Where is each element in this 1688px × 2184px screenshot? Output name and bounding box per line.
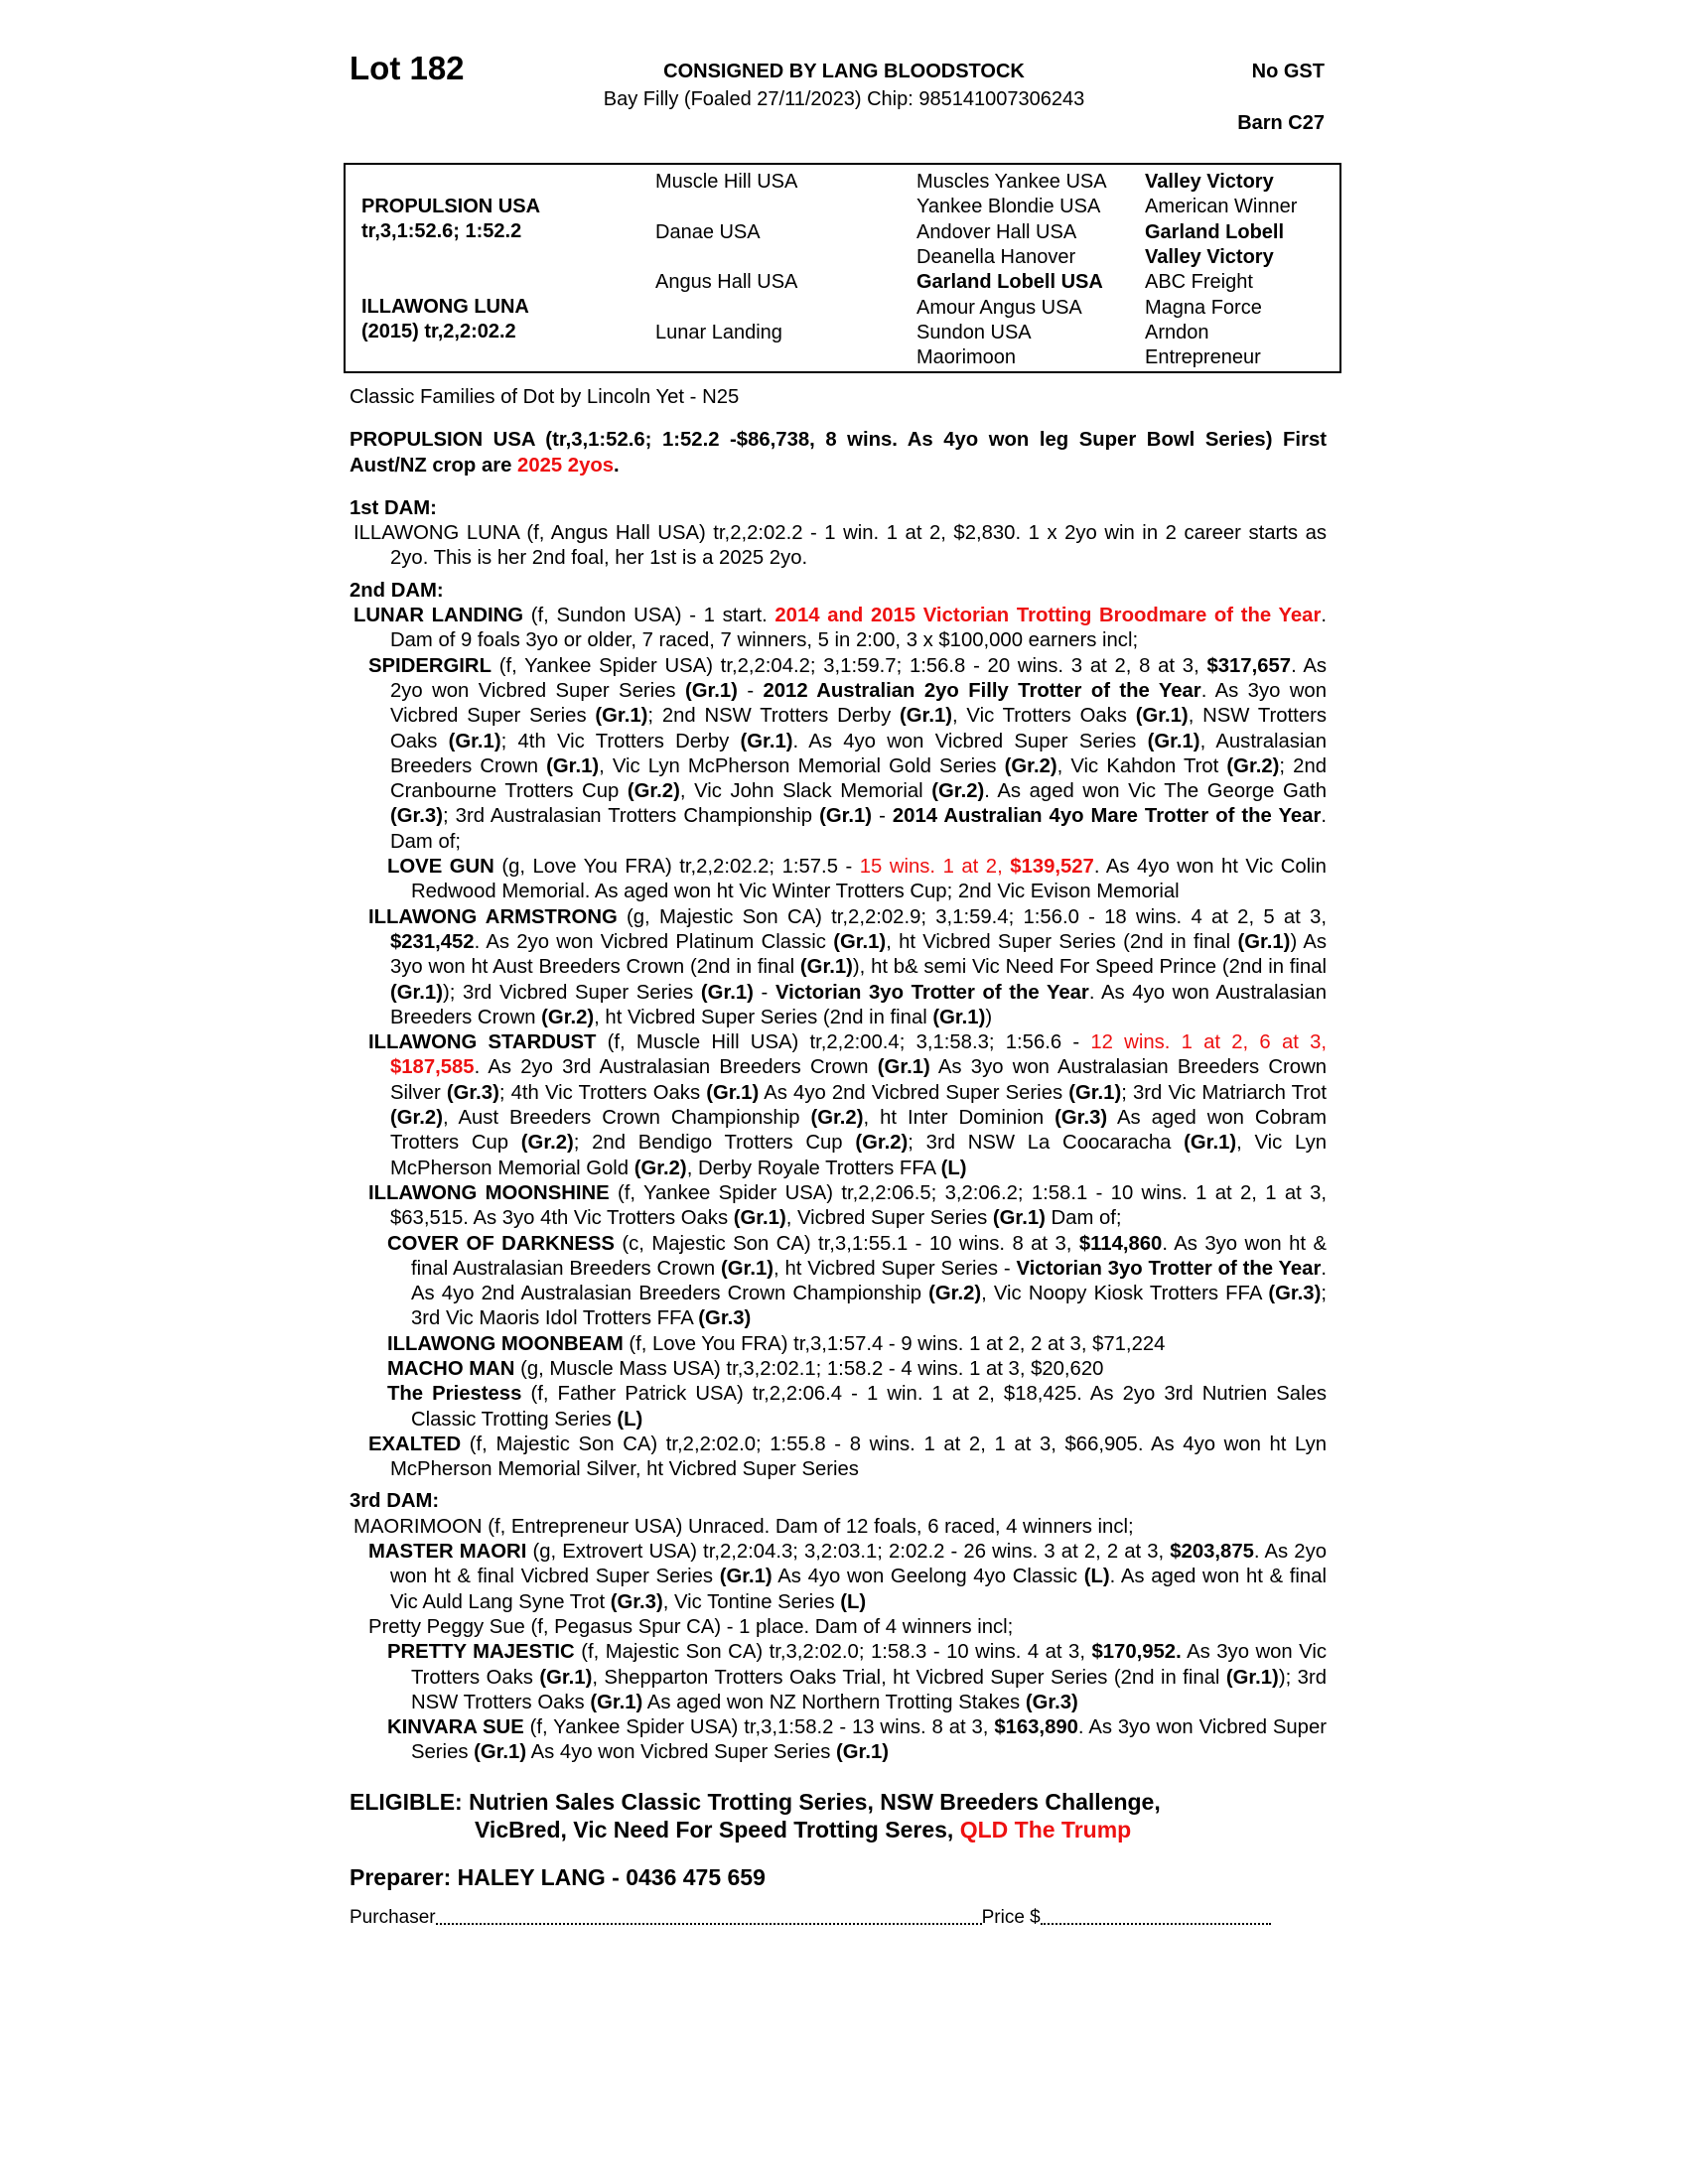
text-run: 2025 2yos xyxy=(517,454,615,477)
pedigree-grandparent: Angus Hall USA xyxy=(655,271,798,294)
text-run: PROPULSION USA (tr,3,1:52.6; 1:52.2 -$86,738, 8 wins. As 4yo won leg Super Bowl Series) First Aust/NZ crop are xyxy=(350,429,1327,477)
text-run: PRETTY MAJESTIC xyxy=(387,1641,575,1664)
progeny-entry xyxy=(350,1433,1327,1483)
text-run: (Gr.3) xyxy=(610,1590,663,1613)
text-run: . xyxy=(614,454,620,477)
text-run: (Gr.2) xyxy=(855,1132,909,1155)
text-run: - xyxy=(872,805,893,828)
sire-name: PROPULSION USA xyxy=(361,196,541,217)
text-run: (Gr.2) xyxy=(633,1157,687,1179)
text-run: (Gr.3) xyxy=(446,1081,499,1104)
text-run: , Derby Royale Trotters FFA xyxy=(686,1157,941,1179)
purchase-line xyxy=(350,1905,1283,1930)
text-run: As aged won NZ Northern Trotting Stakes xyxy=(642,1691,1026,1713)
text-run: $203,875 xyxy=(1170,1541,1254,1564)
text-run: (Gr.3) xyxy=(1268,1283,1322,1305)
text-run: (Gr.3) xyxy=(1055,1107,1108,1130)
text-run: (L) xyxy=(940,1157,967,1179)
text-run: , Vic Tontine Series xyxy=(662,1590,841,1613)
text-run: (L) xyxy=(1083,1566,1110,1588)
text-run: , ht Vicbred Super Series (2nd in final xyxy=(886,930,1238,953)
text-run: (Gr.1) xyxy=(1184,1132,1237,1155)
text-run: (f, Majestic Son CA) tr,3,2:02.0; 1:58.3 - 10 wins. 4 at 3, xyxy=(574,1641,1092,1664)
pedigree-great-great-grandparent: Garland Lobell xyxy=(1145,220,1285,243)
text-run: ; 3rd Australasian Trotters Championship xyxy=(442,805,820,828)
text-run: ; 4th Vic Trotters Oaks xyxy=(498,1081,707,1104)
text-run: (f, Majestic Son CA) tr,2,2:02.0; 1:55.8 - 8 wins. 1 at 2, 1 at 3, $66,905. As 4yo won ht Lyn McPherson Memorial Silver, ht Vicbred Super Series xyxy=(390,1433,1327,1481)
text-run: (Gr.3) xyxy=(390,805,443,828)
text-run: (g, Muscle Mass USA) tr,3,2:02.1; 1:58.2 - 4 wins. 1 at 3, $20,620 xyxy=(514,1357,1104,1380)
lot-number: Lot 182 xyxy=(350,50,465,86)
dam-record: (2015) tr,2,2:02.2 xyxy=(361,321,516,342)
text-run: ILLAWONG ARMSTRONG xyxy=(368,905,618,928)
text-run: , ht Vicbred Super Series - xyxy=(774,1257,1017,1280)
text-run: (Gr.1) xyxy=(595,705,648,728)
price-field[interactable] xyxy=(1041,1923,1271,1925)
pedigree-table xyxy=(344,163,1341,373)
text-run: (f, Yankee Spider USA) tr,2,2:06.5; 3,2:06.2; 1:58.1 - 10 wins. 1 at 2, 1 at 3, $63,515. As 3yo 4th Vic Trotters Oaks xyxy=(390,1181,1327,1230)
text-run: , Australasian Breeders Crown xyxy=(390,730,1327,777)
text-run: . Dam of 9 foals 3yo or older, 7 raced, 7 winners, 5 in 2:00, 3 x $100,000 earners incl; xyxy=(390,605,1327,652)
text-run: , Vic Trotters Oaks xyxy=(952,705,1136,728)
text-run: . As 3yo won Vicbred Super Series xyxy=(411,1716,1327,1764)
progeny-entry xyxy=(350,855,1327,905)
text-run: (Gr.1) xyxy=(539,1666,593,1689)
progeny-entry xyxy=(350,1030,1327,1181)
text-run: EXALTED xyxy=(368,1433,462,1455)
text-run: (Gr.2) xyxy=(390,1107,443,1130)
text-run: , Shepparton Trotters Oaks Trial, ht Vicbred Super Series (2nd in final xyxy=(592,1666,1226,1689)
pedigree-grandparent: Muscle Hill USA xyxy=(655,171,798,193)
text-run: (Gr.2) xyxy=(541,1006,595,1028)
text-run: $114,860 xyxy=(1078,1232,1163,1255)
text-run: (Gr.2) xyxy=(520,1132,574,1155)
pedigree-great-grandparent: Maorimoon xyxy=(916,346,1017,369)
progeny-entry xyxy=(350,1357,1327,1382)
pedigree-great-great-grandparent: American Winner xyxy=(1145,196,1298,218)
text-run: (Gr.1) xyxy=(390,981,443,1004)
text-run: . As aged won ht & final Vic Auld Lang Syne Trot xyxy=(390,1566,1327,1613)
text-run: ; 2nd Cranbourne Trotters Cup xyxy=(390,754,1327,803)
progeny-entry xyxy=(350,654,1327,855)
text-run: ; 2nd NSW Trotters Derby xyxy=(647,705,901,728)
text-run: (g, Love You FRA) tr,2,2:02.2; 1:57.5 - xyxy=(493,856,860,879)
text-run: - xyxy=(753,981,775,1004)
text-run: (Gr.1) xyxy=(700,981,754,1004)
text-run: (Gr.1) xyxy=(1135,705,1189,728)
text-run: (Gr.2) xyxy=(931,780,985,803)
progeny-entry xyxy=(350,1232,1327,1332)
text-run: ILLAWONG LUNA (f, Angus Hall USA) tr,2,2:02.2 - 1 win. 1 at 2, $2,830. 1 x 2yo win in 2 career starts as 2yo. This is her 2nd foal, her 1st is a 2025 2yo. xyxy=(353,522,1327,570)
text-run: (Gr.1) xyxy=(721,1257,774,1280)
text-run: LOVE GUN xyxy=(387,856,494,879)
text-run: , Vic Lyn McPherson Memorial Gold Series xyxy=(599,754,1005,777)
text-run: (Gr.1) xyxy=(706,1081,760,1104)
text-run: (Gr.1) xyxy=(448,730,501,752)
purchaser-field[interactable] xyxy=(436,1923,982,1925)
text-run: MAORIMOON (f, Entrepreneur USA) Unraced. Dam of 12 foals, 6 raced, 4 winners incl; xyxy=(353,1515,1134,1538)
pedigree-great-grandparent: Sundon USA xyxy=(916,321,1032,343)
text-run: - xyxy=(737,679,764,702)
horse-description: Bay Filly (Foaled 27/11/2023) Chip: 985141007306243 xyxy=(603,88,1085,110)
text-run: (Gr.2) xyxy=(1226,754,1280,777)
progeny-entry xyxy=(350,1640,1327,1715)
dam-sections xyxy=(350,496,1327,1766)
purchaser-label: Purchaser xyxy=(350,1906,436,1928)
text-run: 2014 and 2015 Victorian Trotting Broodmare of the Year xyxy=(774,605,1322,627)
text-run: As aged won Cobram Trotters Cup xyxy=(390,1107,1328,1155)
text-run: Victorian 3yo Trotter of the Year xyxy=(774,981,1089,1004)
text-run: KINVARA SUE xyxy=(387,1716,524,1739)
progeny-entry xyxy=(350,905,1327,1030)
text-run: (Gr.1) xyxy=(684,679,738,702)
text-run: 15 wins. 1 at 2, xyxy=(859,856,1011,879)
preparer: Preparer: HALEY LANG - 0436 475 659 xyxy=(350,1863,766,1890)
text-run: . As 2yo won Vicbred Super Series xyxy=(390,654,1327,702)
progeny-entry xyxy=(350,1332,1327,1357)
text-run: ILLAWONG MOONSHINE xyxy=(368,1181,610,1204)
dam-name: ILLAWONG LUNA xyxy=(361,296,529,318)
text-run: ILLAWONG MOONBEAM xyxy=(387,1332,624,1355)
text-run: . As 2yo won ht & final Vicbred Super Series xyxy=(390,1541,1327,1588)
price-label: Price $ xyxy=(981,1906,1041,1928)
text-run: , ht Vicbred Super Series (2nd in final xyxy=(594,1006,933,1028)
text-run: (L) xyxy=(840,1590,867,1613)
text-run: (Gr.1) xyxy=(719,1566,773,1588)
text-run: , ht Inter Dominion xyxy=(863,1107,1055,1130)
pedigree-grandparent: Lunar Landing xyxy=(655,321,782,343)
text-run: (Gr.1) xyxy=(799,956,853,979)
text-run: MACHO MAN xyxy=(387,1357,515,1380)
text-run: (f, Father Patrick USA) tr,2,2:06.4 - 1 win. 1 at 2, $18,425. As 2yo 3rd Nutrien Sales Classic Trotting Series xyxy=(411,1383,1327,1431)
consignor xyxy=(0,61,1688,83)
text-run: . As 3yo won Vicbred Super Series xyxy=(390,679,1327,728)
progeny-entry xyxy=(350,1540,1327,1615)
text-run: 2012 Australian 2yo Filly Trotter of the Year xyxy=(763,679,1201,702)
text-run: ) xyxy=(985,1006,993,1028)
text-run: As 4yo 2nd Vicbred Super Series xyxy=(759,1081,1069,1104)
text-run: $139,527 xyxy=(1010,856,1094,879)
pedigree-great-great-grandparent: Magna Force xyxy=(1145,296,1262,319)
text-run: (Gr.1) xyxy=(590,1691,643,1713)
text-run: . As 2yo won Vicbred Platinum Classic xyxy=(474,930,834,953)
text-run: 12 wins. 1 at 2, 6 at 3, xyxy=(1090,1031,1328,1054)
text-run: As 3yo won Vic Trotters Oaks xyxy=(411,1641,1327,1689)
text-run: (Gr.2) xyxy=(627,780,680,803)
pedigree-great-grandparent: Deanella Hanover xyxy=(916,245,1076,268)
text-run: , Vic Noopy Kiosk Trotters FFA xyxy=(981,1283,1269,1305)
pedigree-great-grandparent: Andover Hall USA xyxy=(916,220,1077,243)
eligibility xyxy=(350,1788,1327,1843)
text-run: $231,452 xyxy=(390,930,475,953)
text-run: ; 3rd Vic Matriarch Trot xyxy=(1121,1081,1327,1104)
text-run: ; 3rd NSW La Coocaracha xyxy=(908,1132,1185,1155)
text-run: (Gr.1) xyxy=(1068,1081,1122,1104)
text-run: $317,657 xyxy=(1206,654,1292,677)
eligible-highlight: QLD The Trump xyxy=(959,1816,1132,1843)
text-run: (Gr.1) xyxy=(733,1207,786,1230)
dam-heading: 1st DAM: xyxy=(350,496,437,519)
gst-status: No GST xyxy=(1251,61,1325,82)
text-run: (Gr.2) xyxy=(1004,754,1057,777)
text-run: ; 2nd Bendigo Trotters Cup xyxy=(573,1132,856,1155)
text-run: (Gr.1) xyxy=(819,805,873,828)
dam-entry xyxy=(350,604,1327,654)
pedigree-great-grandparent: Muscles Yankee USA xyxy=(916,171,1107,193)
text-run: Dam of; xyxy=(1045,1207,1122,1230)
text-run: As 4yo won Vicbred Super Series xyxy=(526,1741,837,1764)
text-run: , Aust Breeders Crown Championship xyxy=(442,1107,811,1130)
text-run: . As 2yo 3rd Australasian Breeders Crown xyxy=(474,1056,878,1079)
text-run: $170,952. xyxy=(1091,1641,1182,1664)
text-run: ); 3rd NSW Trotters Oaks xyxy=(411,1666,1327,1713)
text-run: (Gr.1) xyxy=(1237,930,1291,953)
text-run: (Gr.1) xyxy=(836,1741,889,1764)
text-run: , Vicbred Super Series xyxy=(785,1207,993,1230)
text-run: ILLAWONG STARDUST xyxy=(368,1031,597,1054)
text-run: . As aged won Vic The George Gath xyxy=(984,780,1327,803)
text-run: LUNAR LANDING xyxy=(353,605,524,627)
text-run: (L) xyxy=(617,1408,643,1431)
text-run: (Gr.3) xyxy=(698,1307,752,1330)
text-run: ; 4th Vic Trotters Derby xyxy=(500,730,741,752)
text-run: ; 3rd Vic Maoris Idol Trotters FFA xyxy=(411,1283,1327,1330)
pedigree-great-grandparent: Garland Lobell USA xyxy=(916,271,1103,294)
text-run: (Gr.1) xyxy=(992,1207,1046,1230)
text-run: The Priestess xyxy=(387,1383,522,1406)
text-run: Pretty Peggy Sue (f, Pegasus Spur CA) - 1 place. Dam of 4 winners incl; xyxy=(368,1615,1014,1638)
text-run: (Gr.1) xyxy=(546,754,600,777)
eligible-line-2 xyxy=(350,1816,1327,1843)
text-run: (Gr.1) xyxy=(900,705,952,728)
catalogue-body xyxy=(350,385,1327,1930)
text-run: . Dam of; xyxy=(390,805,1327,853)
dam-entry xyxy=(350,521,1327,572)
text-run: SPIDERGIRL xyxy=(368,654,492,677)
progeny-entry xyxy=(350,1615,1327,1640)
text-run: (Gr.1) xyxy=(474,1741,527,1764)
dam-entry xyxy=(350,1515,1327,1540)
text-run: . As 4yo 2nd Australasian Breeders Crown Championship xyxy=(411,1257,1327,1305)
pedigree-grandparent: Danae USA xyxy=(655,220,761,243)
text-run: (Gr.1) xyxy=(1225,1666,1279,1689)
progeny-entry xyxy=(350,1715,1327,1766)
text-run: 2014 Australian 4yo Mare Trotter of the Year xyxy=(892,805,1322,828)
text-run: , NSW Trotters Oaks xyxy=(390,705,1327,752)
text-run: . As 4yo won ht Vic Colin Redwood Memorial. As aged won ht Vic Winter Trotters Cup; 2nd Vic Evison Memorial xyxy=(411,856,1327,903)
dam-heading: 3rd DAM: xyxy=(350,1490,440,1513)
consignor-text: CONSIGNED BY LANG BLOODSTOCK xyxy=(663,61,1025,82)
text-run: (Gr.2) xyxy=(928,1283,982,1305)
pedigree-great-great-grandparent: Arndon xyxy=(1145,321,1209,343)
text-run: ), ht b& semi Vic Need For Speed Prince (2nd in final xyxy=(852,956,1328,979)
text-run: ) As 3yo won ht Aust Breeders Crown (2nd in final xyxy=(390,930,1328,979)
pedigree-great-great-grandparent: ABC Freight xyxy=(1145,271,1253,294)
text-run: (f, Love You FRA) tr,3,1:57.4 - 9 wins. 1 at 2, 2 at 3, $71,224 xyxy=(623,1332,1166,1355)
sire-record: tr,3,1:52.6; 1:52.2 xyxy=(361,220,522,242)
text-run: (Gr.2) xyxy=(810,1107,864,1130)
pedigree-great-great-grandparent: Valley Victory xyxy=(1145,171,1274,193)
text-run: (Gr.1) xyxy=(740,730,793,752)
text-run: . As 3yo won ht & final Australasian Breeders Crown xyxy=(411,1232,1327,1280)
text-run: MASTER MAORI xyxy=(368,1541,527,1564)
text-run: . As 4yo won Australasian Breeders Crown xyxy=(390,981,1327,1028)
text-run: As 4yo won Geelong 4yo Classic xyxy=(772,1566,1084,1588)
text-run: (c, Majestic Son CA) tr,3,1:55.1 - 10 wins. 8 at 3, xyxy=(614,1232,1079,1255)
text-run: (Gr.1) xyxy=(1147,730,1200,752)
text-run: (Gr.3) xyxy=(1025,1691,1078,1713)
barn-location: Barn C27 xyxy=(1237,112,1325,134)
text-run: $163,890 xyxy=(994,1716,1078,1739)
text-run: COVER OF DARKNESS xyxy=(387,1232,615,1255)
text-run: (g, Extrovert USA) tr,2,2:04.3; 3,2:03.1; 2:02.2 - 26 wins. 3 at 2, 2 at 3, xyxy=(526,1541,1171,1564)
pedigree-great-grandparent: Amour Angus USA xyxy=(916,296,1082,319)
text-run: , Vic Kahdon Trot xyxy=(1056,754,1227,777)
text-run: (f, Yankee Spider USA) tr,2,2:04.2; 3,1:59.7; 1:56.8 - 20 wins. 3 at 2, 8 at 3, xyxy=(491,654,1207,677)
pedigree-great-great-grandparent: Valley Victory xyxy=(1145,245,1274,268)
text-run: ); 3rd Vicbred Super Series xyxy=(442,981,701,1004)
eligible-line-2-text: VicBred, Vic Need For Speed Trotting Seres, xyxy=(475,1816,960,1843)
text-run: (Gr.1) xyxy=(833,930,887,953)
text-run: (Gr.1) xyxy=(877,1056,930,1079)
text-run: (g, Majestic Son CA) tr,2,2:02.9; 3,1:59.4; 1:56.0 - 18 wins. 4 at 2, 5 at 3, xyxy=(617,905,1328,928)
family-line: Classic Families of Dot by Lincoln Yet - N25 xyxy=(350,386,740,408)
text-run: $187,585 xyxy=(390,1056,475,1079)
text-run: (f, Yankee Spider USA) tr,3,1:58.2 - 13 wins. 8 at 3, xyxy=(523,1716,995,1739)
dam-heading: 2nd DAM: xyxy=(350,579,444,602)
text-run: , Vic Lyn McPherson Memorial Gold xyxy=(390,1132,1327,1179)
pedigree-great-great-grandparent: Entrepreneur xyxy=(1145,346,1261,369)
eligible-line-1: ELIGIBLE: Nutrien Sales Classic Trotting Series, NSW Breeders Challenge, xyxy=(350,1788,1161,1815)
progeny-entry xyxy=(350,1181,1327,1232)
sire-note xyxy=(350,428,1327,478)
text-run: , Vic John Slack Memorial xyxy=(679,780,932,803)
text-run: . As 4yo won Vicbred Super Series xyxy=(792,730,1148,752)
progeny-entry xyxy=(350,1382,1327,1433)
text-run: (Gr.1) xyxy=(932,1006,986,1028)
text-run: (f, Muscle Hill USA) tr,2,2:00.4; 3,1:58.3; 1:56.6 - xyxy=(596,1031,1091,1054)
text-run: As 3yo won Australasian Breeders Crown Silver xyxy=(390,1056,1327,1104)
pedigree-great-grandparent: Yankee Blondie USA xyxy=(916,196,1101,218)
text-run: Victorian 3yo Trotter of the Year xyxy=(1016,1257,1322,1280)
text-run: (f, Sundon USA) - 1 start. xyxy=(523,605,775,627)
